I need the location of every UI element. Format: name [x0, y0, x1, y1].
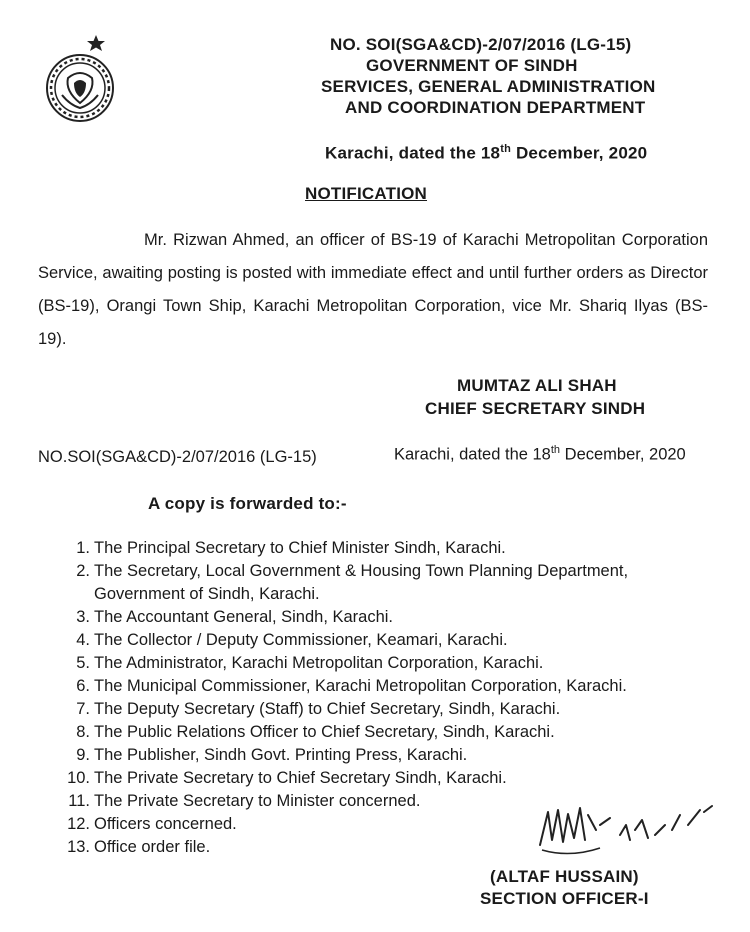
list-item: 3. The Accountant General, Sindh, Karachi.: [76, 608, 394, 626]
header-department-line2: AND COORDINATION DEPARTMENT: [345, 98, 646, 117]
header-government: GOVERNMENT OF SINDH: [366, 56, 578, 75]
list-item: 4. The Collector / Deputy Commissioner, Keamari, Karachi.: [76, 631, 508, 649]
list-item: 11. The Private Secretary to Minister concerned.: [68, 792, 421, 810]
list-item: 6. The Municipal Commissioner, Karachi Metropolitan Corporation, Karachi.: [76, 677, 627, 695]
copy-forward-heading: A copy is forwarded to:-: [148, 494, 347, 513]
signature-scribble: [530, 800, 720, 865]
list-item: 2. The Secretary, Local Government & Housing Town Planning Department, Government of Sindh, Karachi.: [76, 562, 629, 603]
copy-reference-number: NO.SOI(SGA&CD)-2/07/2016 (LG-15): [38, 448, 317, 466]
signatory-designation: CHIEF SECRETARY SINDH: [425, 399, 646, 418]
list-item: 13. Office order file.: [67, 838, 211, 856]
copy-date: Karachi, dated the 18th December, 2020: [394, 444, 686, 464]
list-item: 7. The Deputy Secretary (Staff) to Chief Secretary, Sindh, Karachi.: [76, 700, 561, 718]
header-department-line1: SERVICES, GENERAL ADMINISTRATION: [321, 77, 656, 96]
list-item: 9. The Publisher, Sindh Govt. Printing Press, Karachi.: [76, 746, 468, 764]
section-officer-name: (ALTAF HUSSAIN): [490, 867, 639, 886]
list-item: 5. The Administrator, Karachi Metropolitan Corporation, Karachi.: [76, 654, 544, 672]
list-item: 8. The Public Relations Officer to Chief Secretary, Sindh, Karachi.: [76, 723, 555, 741]
government-of-sindh-seal-icon: [40, 33, 122, 125]
list-item: 1. The Principal Secretary to Chief Minister Sindh, Karachi.: [76, 539, 506, 557]
signatory-name: MUMTAZ ALI SHAH: [457, 376, 617, 395]
section-officer-designation: SECTION OFFICER-I: [480, 889, 649, 908]
notification-body: Mr. Rizwan Ahmed, an officer of BS-19 of Karachi Metropolitan Corporation Service, awaiting posting is posted with immediate effect and until further orders as Director (BS-19), Orangi Town Ship, Karachi Metropolitan Corporation, vice Mr. Shariq Ilyas (BS-19).: [38, 231, 708, 348]
notification-title: NOTIFICATION: [305, 184, 428, 203]
reference-number: NO. SOI(SGA&CD)-2/07/2016 (LG-15): [330, 35, 632, 54]
header-date: Karachi, dated the 18th December, 2020: [325, 143, 648, 163]
list-item: 12. Officers concerned.: [67, 815, 237, 833]
list-item: 10. The Private Secretary to Chief Secretary Sindh, Karachi.: [67, 769, 507, 787]
